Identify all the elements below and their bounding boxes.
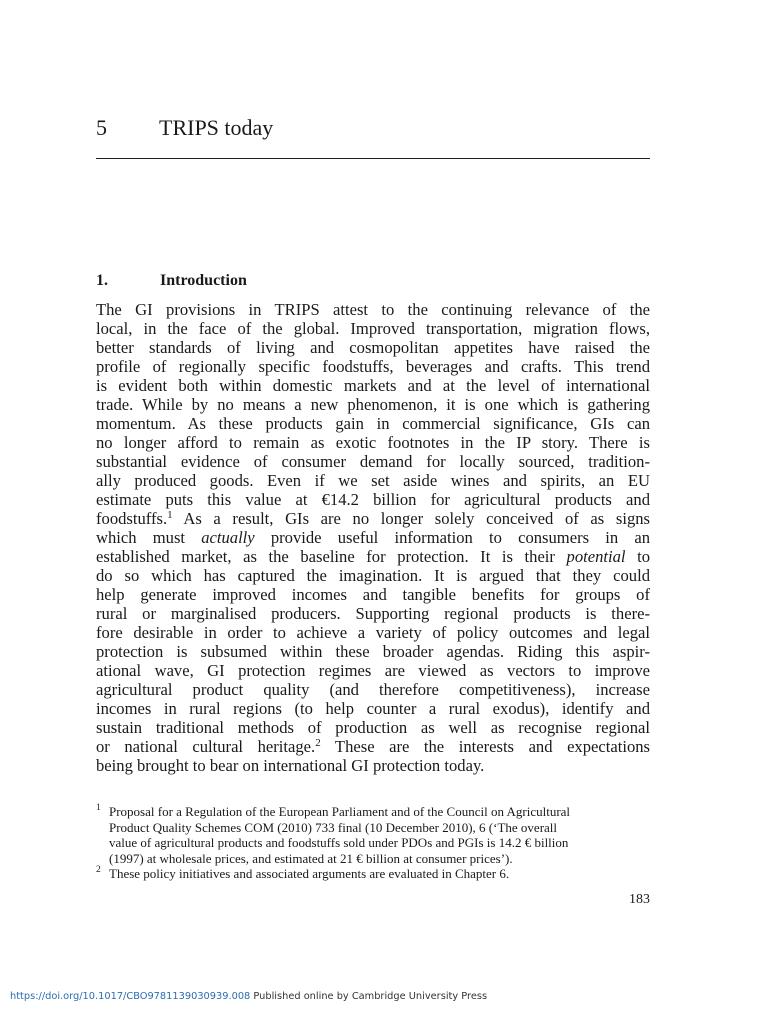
body-paragraph	[96, 300, 650, 775]
body-line: profile of regionally specific foodstuffs, beverages and crafts. This trend	[96, 357, 650, 376]
body-text-segment: to	[625, 547, 650, 566]
body-text-segment: which must	[96, 528, 202, 547]
chapter-number: 5	[96, 115, 107, 140]
chapter-title: TRIPS today	[159, 115, 274, 140]
publication-footer	[10, 991, 487, 1002]
page-number: 183	[629, 892, 650, 907]
body-line: estimate puts this value at €14.2 billion for agricultural products and	[96, 490, 650, 509]
footnote-1	[96, 804, 650, 866]
body-line-actually	[96, 528, 650, 547]
footnote-mark: 2	[96, 865, 101, 875]
body-line: The GI provisions in TRIPS attest to the continuing relevance of the	[96, 300, 650, 319]
footnote-line: Proposal for a Regulation of the European Parliament and of the Council on Agricultural	[109, 804, 571, 819]
body-line: better standards of living and cosmopolitan appetites have raised the	[96, 338, 650, 357]
body-line-footnote-2	[96, 737, 650, 756]
footnote-ref-2[interactable]: 2	[315, 737, 321, 749]
body-line: protection is subsumed within these broader agendas. Riding this aspir-	[96, 642, 650, 661]
footnote-ref-1[interactable]: 1	[167, 509, 173, 521]
body-line: ally produced goods. Even if we set aside wines and spirits, an EU	[96, 471, 650, 490]
body-line: ational wave, GI protection regimes are viewed as vectors to improve	[96, 661, 650, 680]
body-line: help generate improved incomes and tangible benefits for groups of	[96, 585, 650, 604]
section-heading	[96, 270, 247, 292]
body-line: local, in the face of the global. Improved transportation, migration flows,	[96, 319, 650, 338]
body-line-potential	[96, 547, 650, 566]
footnotes	[96, 804, 650, 882]
body-text-segment: or national cultural heritage.	[96, 737, 316, 756]
emphasis-actually: actually	[201, 528, 255, 547]
section-number: 1.	[96, 272, 108, 289]
doi-link[interactable]: https://doi.org/10.1017/CBO9781139030939.008	[10, 991, 251, 1002]
body-line: incomes in rural regions (to help counter a rural exodus), identify and	[96, 699, 650, 718]
footnote-mark: 1	[96, 803, 101, 813]
emphasis-potential: potential	[566, 547, 626, 566]
body-text-segment: foodstuffs.	[96, 509, 168, 528]
section-title: Introduction	[160, 272, 247, 289]
footnote-line: value of agricultural products and foodstuffs sold under PDOs and PGIs is 14.2 € billion	[109, 835, 569, 850]
body-text-segment: provide useful information to consumers in an	[254, 528, 650, 547]
chapter-heading	[96, 112, 650, 159]
body-line: sustain traditional methods of production as well as recognise regional	[96, 718, 650, 737]
footnote-2	[96, 866, 650, 882]
body-text-segment: These are the interests and expectations	[320, 737, 651, 756]
published-online-text: Published online by Cambridge University Press	[250, 991, 488, 1002]
body-text-segment: established market, as the baseline for protection. It is their	[96, 547, 567, 566]
footnote-line: Product Quality Schemes COM (2010) 733 final (10 December 2010), 6 (‘The overall	[109, 819, 558, 835]
body-line: trade. While by no means a new phenomenon, it is one which is gathering	[96, 395, 650, 414]
body-line: substantial evidence of consumer demand for locally sourced, tradition-	[96, 452, 650, 471]
body-line: is evident both within domestic markets and at the level of international	[96, 376, 650, 395]
body-text-segment: As a result, GIs are no longer solely conceived of as signs	[172, 509, 650, 528]
body-line: agricultural product quality (and therefore competitiveness), increase	[96, 680, 650, 699]
body-line: fore desirable in order to achieve a variety of policy outcomes and legal	[96, 623, 650, 642]
body-line: rural or marginalised producers. Supporting regional products is there-	[96, 604, 650, 623]
body-line: do so which has captured the imagination. It is argued that they could	[96, 566, 650, 585]
body-line: no longer afford to remain as exotic footnotes in the IP story. There is	[96, 433, 650, 452]
footnote-line: (1997) at wholesale prices, and estimated at 21 € billion at consumer prices’).	[109, 850, 513, 866]
body-line: being brought to bear on international GI protection today.	[96, 756, 485, 775]
body-line: momentum. As these products gain in commercial significance, GIs can	[96, 414, 650, 433]
body-line-footnote-1	[96, 509, 650, 528]
footnote-line: These policy initiatives and associated arguments are evaluated in Chapter 6.	[109, 866, 510, 881]
